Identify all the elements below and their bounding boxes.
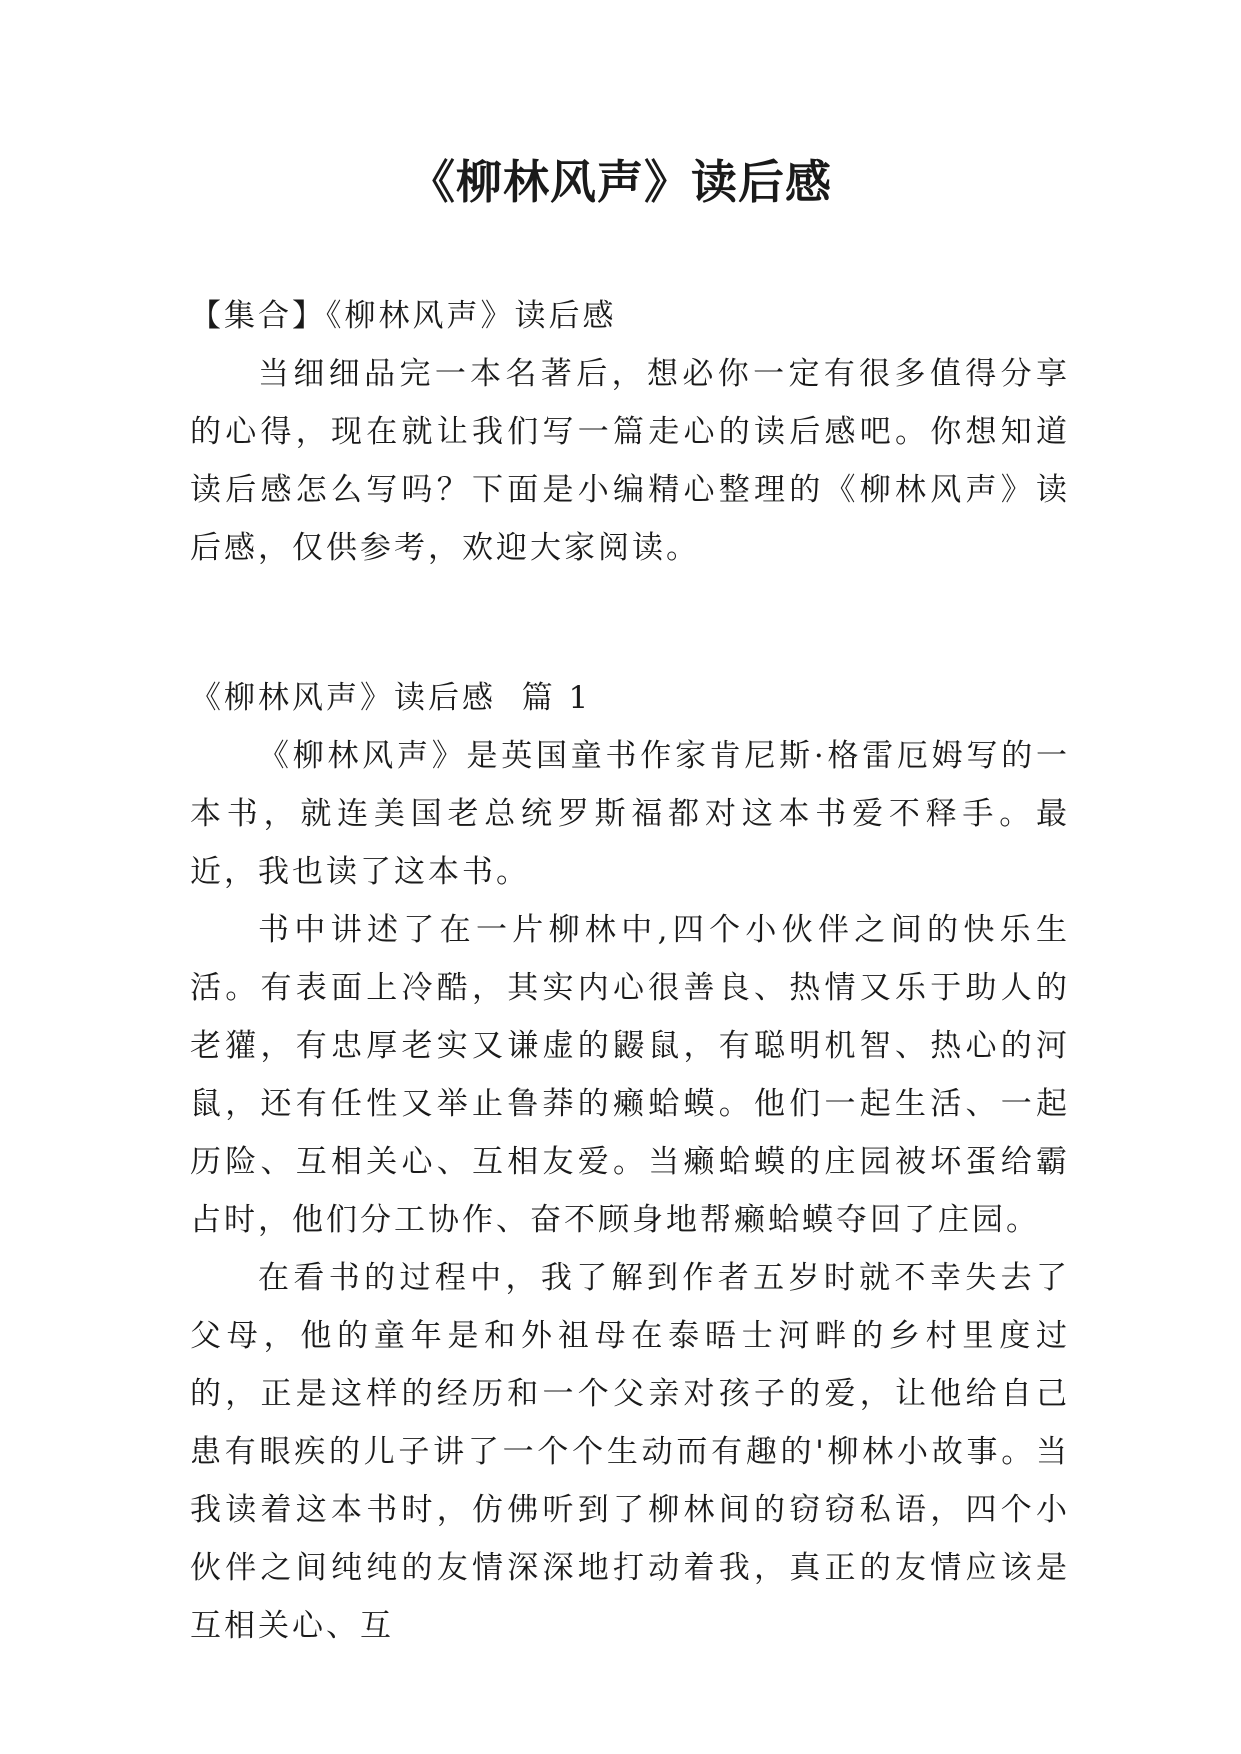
body-paragraph: 书中讲述了在一片柳林中,四个小伙伴之间的快乐生活。有表面上冷酷，其实内心很善良、热情又乐于助人的老獾，有忠厚老实又谦虚的鼹鼠，有聪明机智、热心的河鼠，还有任性又举止鲁莽的癞蛤蟆。他们一起生活、一起历险、互相关心、互相友爱。当癞蛤蟆的庄园被坏蛋给霸占时，他们分工协作、奋不顾身地帮癞蛤蟆夺回了庄园。 [190,912,1070,1238]
intro-heading: 【集合】《柳林风声》读后感 [190,298,617,334]
document-title: 《柳林风声》读后感 [409,155,832,209]
section-spacer [190,577,1070,635]
intro-paragraph: 当细细品完一本名著后，想必你一定有很多值得分享的心得，现在就让我们写一篇走心的读后感吧。你想知道读后感怎么写吗？下面是小编精心整理的《柳林风声》读后感，仅供参考，欢迎大家阅读。 [190,356,1070,566]
section-heading: 《柳林风声》读后感 篇 1 [190,680,592,716]
document-body [190,287,1070,1655]
body-paragraph: 在看书的过程中，我了解到作者五岁时就不幸失去了父母，他的童年是和外祖母在泰晤士河畔的乡村里度过的，正是这样的经历和一个父亲对孩子的爱，让他给自己患有眼疾的儿子讲了一个个生动而有趣的'柳林小故事。当我读着这本书时，仿佛听到了柳林间的窃窃私语，四个小伙伴之间纯纯的友情深深地打动着我，真正的友情应该是互相关心、互 [190,1260,1070,1644]
section-spacer-small [190,635,1070,669]
body-paragraph: 《柳林风声》是英国童书作家肯尼斯·格雷厄姆写的一本书，就连美国老总统罗斯福都对这本书爱不释手。最近，我也读了这本书。 [190,738,1070,890]
